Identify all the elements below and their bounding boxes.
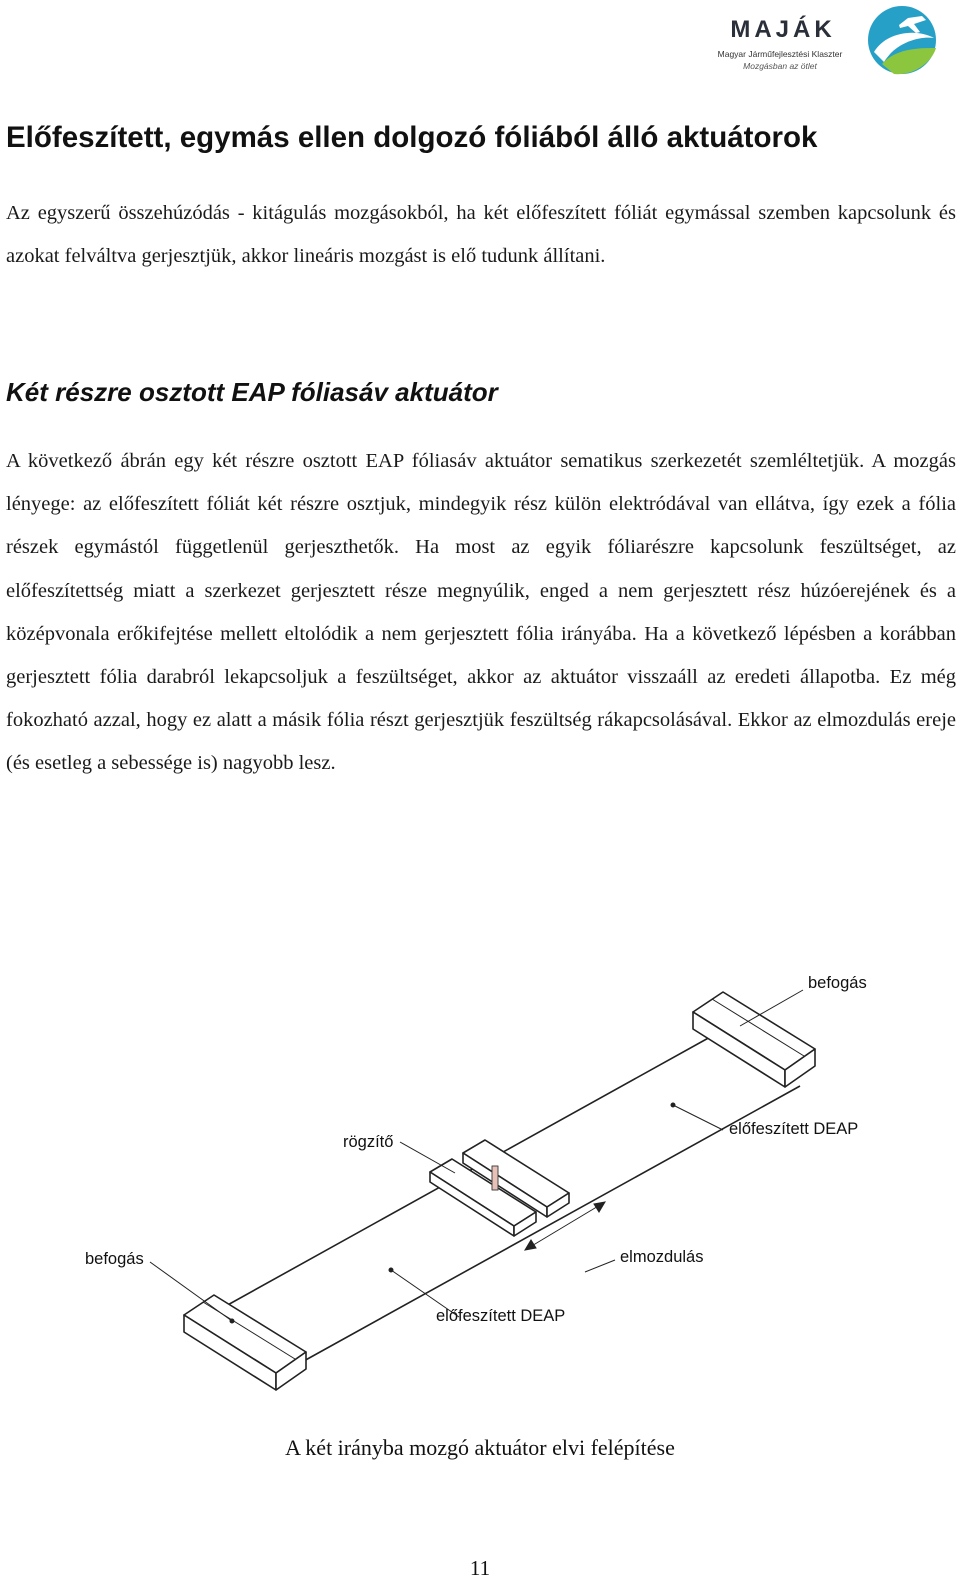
bottom-clamp-block [184, 1295, 306, 1390]
cluster-logo [700, 0, 960, 90]
body-paragraph: A következő ábrán egy két részre osztott EAP fóliasáv aktuátor sematikus szerkezetét szemléltetjük. A mozgás lényege: az előfeszített fóliát két részre osztjuk, mindegyik rész külön elektródával van ellátva, így ezek a fólia részek egymástól függetlenül gerjeszthetők. Ha most az egyik fóliarészre kapcsolunk feszültséget, az előfeszítettség miatt a szerkezet gerjesztett része megnyúlik, enged a nem gerjesztett rész húzóerejének és a középvonala erőkifejtése mellett eltolódik a nem gerjesztett fólia irányába. Ha a következő lépésben a korábban gerjesztett fólia darabról lekapcsoljuk a feszültséget, akkor az aktuátor visszaáll az eredeti állapotba. Ez még fokozható azzal, hogy ez alatt a másik fólia részt gerjesztjük feszültség rákapcsolásával. Ekkor az elmozdulás ereje (és esetleg a sebessége is) nagyobb lesz. [6, 450, 956, 775]
label-fixer: rögzítő [343, 1133, 394, 1151]
label-displacement: elmozdulás [620, 1248, 704, 1266]
page-title: Előfeszített, egymás ellen dolgozó fóliából álló aktuátorok [6, 121, 818, 154]
intro-paragraph: Az egyszerű összehúzódás - kitágulás mozgásokból, ha két előfeszített fóliát egymással szemben kapcsolunk és azokat felváltva gerjesztjük, akkor lineáris mozgást is elő tudunk állítani. [6, 202, 956, 268]
fixer-pin [492, 1166, 498, 1190]
top-clamp-block [693, 992, 815, 1087]
label-top-clamp: befogás [808, 974, 867, 992]
logo-slogan: Mozgásban az ötlet [743, 61, 817, 71]
actuator-diagram [0, 950, 960, 1410]
section-heading: Két részre osztott EAP fóliasáv aktuátor [6, 377, 498, 407]
figure-caption: A két irányba mozgó aktuátor elvi felépítése [285, 1435, 675, 1460]
logo-name: MAJÁK [730, 16, 836, 43]
middle-clamp-block [430, 1140, 569, 1236]
actuator-diagram-svg [0, 950, 960, 1410]
logo-subtitle: Magyar Járműfejlesztési Klaszter [717, 49, 843, 59]
label-bottom-clamp: befogás [85, 1250, 144, 1268]
page-number: 11 [469, 1556, 491, 1580]
label-prestretched-top: előfeszített DEAP [729, 1120, 859, 1138]
logo-airplane-swirl-icon [862, 2, 942, 82]
label-prestretched-bottom: előfeszített DEAP [436, 1307, 566, 1325]
